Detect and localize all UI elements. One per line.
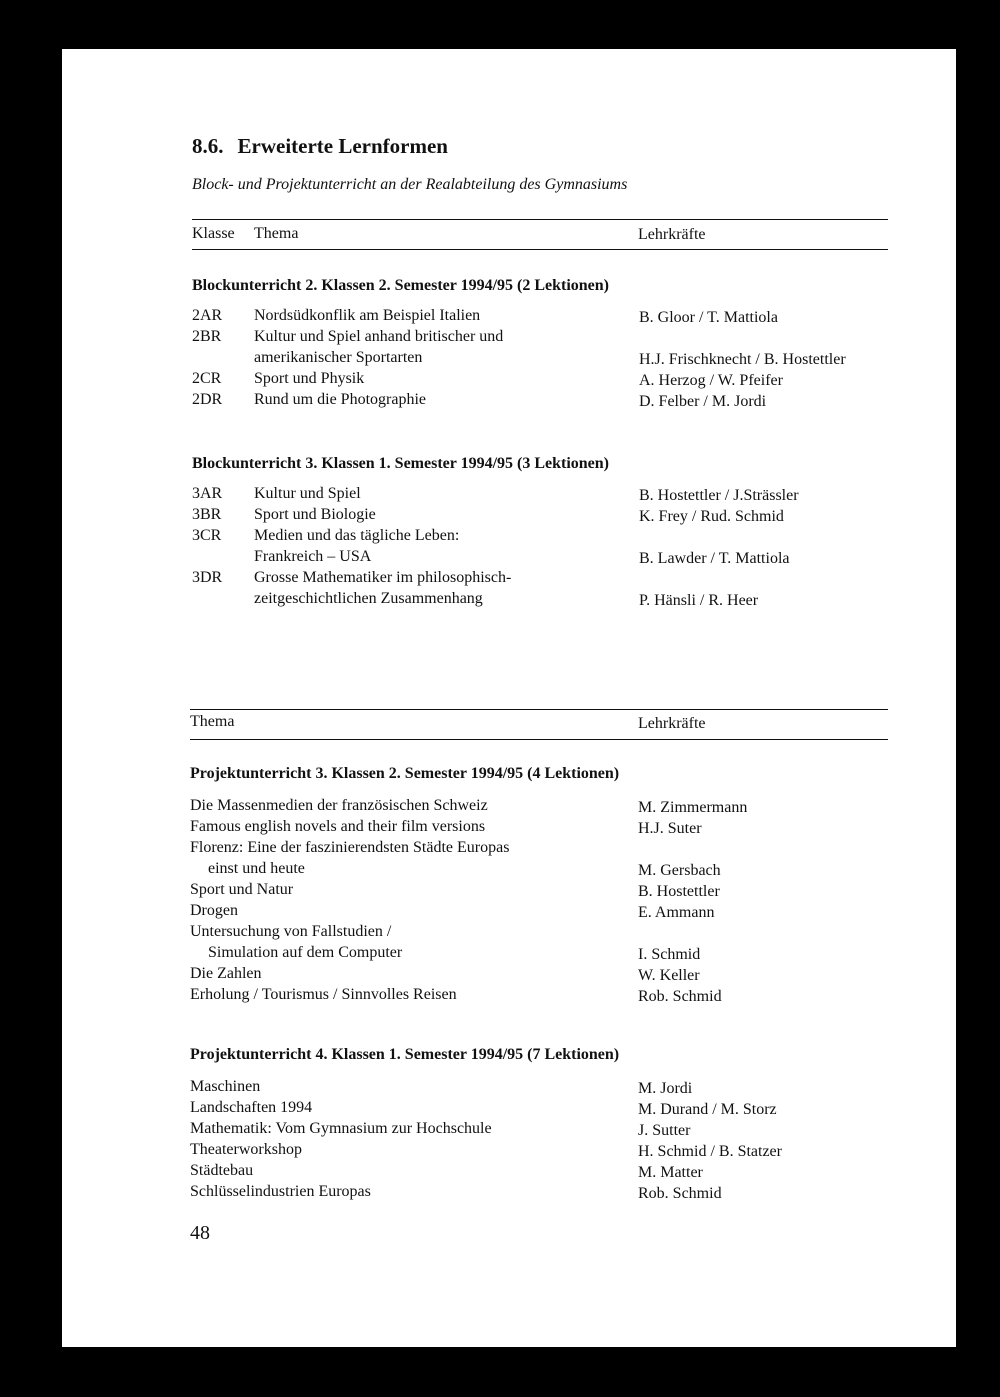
thema-cell: Kultur und Spiel	[254, 485, 361, 502]
table-row	[190, 858, 888, 879]
section-title-projekt-3: Projektunterricht 3. Klassen 2. Semester 1994/95 (4 Lektionen)	[190, 765, 620, 782]
table-row	[192, 525, 888, 546]
thema-cell: Die Zahlen	[190, 965, 262, 982]
thema-cell: Sport und Biologie	[254, 506, 376, 523]
lehrer-cell: M. Durand / M. Storz	[638, 1101, 777, 1118]
lehrer-cell: H.J. Suter	[638, 820, 702, 837]
section-subtitle: Block- und Projektunterricht an der Realabteilung des Gymnasiums	[192, 176, 628, 193]
lehrer-cell: M. Gersbach	[638, 862, 721, 879]
thema-cell: Kultur und Spiel anhand britischer und	[254, 328, 504, 345]
lehrer-cell: Rob. Schmid	[638, 1185, 722, 1202]
klasse-cell: 3CR	[192, 527, 222, 544]
table2-header-rule	[190, 739, 888, 740]
thema-cell: Rund um die Photographie	[254, 391, 426, 408]
thema-cell: Drogen	[190, 902, 238, 919]
table1-col-thema: Thema	[254, 225, 299, 242]
table-row	[190, 1160, 888, 1181]
lehrer-cell: M. Jordi	[638, 1080, 693, 1097]
table-row	[192, 588, 888, 609]
table-row	[192, 504, 888, 525]
table-row	[190, 942, 888, 963]
thema-cell: Mathematik: Vom Gymnasium zur Hochschule	[190, 1120, 492, 1137]
table-row	[190, 879, 888, 900]
table-row	[192, 368, 888, 389]
table2-col-thema: Thema	[190, 713, 235, 730]
thema-cell: Die Massenmedien der französischen Schweiz	[190, 797, 488, 814]
table-row	[192, 389, 888, 410]
thema-cell: Sport und Natur	[190, 881, 294, 898]
lehrer-cell: B. Lawder / T. Mattiola	[639, 550, 790, 567]
lehrer-cell: E. Ammann	[638, 904, 715, 921]
lehrer-cell: J. Sutter	[638, 1122, 691, 1139]
table-row	[190, 1097, 888, 1118]
lehrer-cell: W. Keller	[638, 967, 700, 984]
klasse-cell: 2CR	[192, 370, 222, 387]
lehrer-cell: B. Hostettler / J.Strässler	[639, 487, 799, 504]
thema-cell: Simulation auf dem Computer	[208, 944, 403, 961]
section-title-projekt-4: Projektunterricht 4. Klassen 1. Semester 1994/95 (7 Lektionen)	[190, 1046, 620, 1063]
thema-cell: zeitgeschichtlichen Zusammenhang	[254, 590, 483, 607]
table-row	[192, 347, 888, 368]
table-row	[190, 837, 888, 858]
thema-cell: Grosse Mathematiker im philosophisch-	[254, 569, 512, 586]
section-heading	[192, 134, 448, 159]
table-row	[190, 963, 888, 984]
table-row	[190, 795, 888, 816]
thema-cell: Theaterworkshop	[190, 1141, 302, 1158]
section-number: 8.6.	[192, 134, 224, 158]
table-row	[190, 816, 888, 837]
klasse-cell: 3BR	[192, 506, 222, 523]
lehrer-cell: A. Herzog / W. Pfeifer	[639, 372, 783, 389]
thema-cell: Untersuchung von Fallstudien /	[190, 923, 392, 940]
table-row	[190, 1181, 888, 1202]
table1-col-lehrkraefte: Lehrkräfte	[638, 226, 706, 243]
lehrer-cell: M. Zimmermann	[638, 799, 748, 816]
thema-cell: Landschaften 1994	[190, 1099, 313, 1116]
thema-cell: Schlüsselindustrien Europas	[190, 1183, 371, 1200]
klasse-cell: 3AR	[192, 485, 223, 502]
table-row	[192, 567, 888, 588]
projekt-4-table	[190, 1076, 888, 1202]
lehrer-cell: D. Felber / M. Jordi	[639, 393, 767, 410]
klasse-cell: 2AR	[192, 307, 223, 324]
thema-cell: Florenz: Eine der faszinierendsten Städte Europas	[190, 839, 510, 856]
thema-cell: Erholung / Tourismus / Sinnvolles Reisen	[190, 986, 457, 1003]
thema-cell: Sport und Physik	[254, 370, 365, 387]
table1-header-rule	[192, 249, 888, 250]
lehrer-cell: H. Schmid / B. Statzer	[638, 1143, 782, 1160]
table-row	[190, 921, 888, 942]
thema-cell: Nordsüdkonflik am Beispiel Italien	[254, 307, 481, 324]
klasse-cell: 2DR	[192, 391, 223, 408]
lehrer-cell: B. Hostettler	[638, 883, 720, 900]
table2-col-lehrkraefte: Lehrkräfte	[638, 715, 706, 732]
table1-top-rule	[192, 219, 888, 220]
thema-cell: Städtebau	[190, 1162, 254, 1179]
lehrer-cell: Rob. Schmid	[638, 988, 722, 1005]
section-title-block-2: Blockunterricht 2. Klassen 2. Semester 1994/95 (2 Lektionen)	[192, 277, 610, 294]
lehrer-cell: K. Frey / Rud. Schmid	[639, 508, 784, 525]
section-title: Erweiterte Lernformen	[237, 134, 448, 158]
table-row	[190, 1118, 888, 1139]
document-page	[62, 49, 956, 1347]
table-row	[192, 305, 888, 326]
thema-cell: Famous english novels and their film versions	[190, 818, 486, 835]
klasse-cell: 2BR	[192, 328, 222, 345]
page-number: 48	[190, 1222, 210, 1244]
table-row	[192, 326, 888, 347]
table-row	[190, 900, 888, 921]
table-row	[190, 984, 888, 1005]
table2-top-rule	[190, 709, 888, 710]
projekt-3-table	[190, 795, 888, 1005]
table-row	[192, 546, 888, 567]
block-3-table	[192, 483, 888, 609]
lehrer-cell: B. Gloor / T. Mattiola	[639, 309, 778, 326]
thema-cell: Frankreich – USA	[254, 548, 372, 565]
thema-cell: Medien und das tägliche Leben:	[254, 527, 460, 544]
section-title-block-3: Blockunterricht 3. Klassen 1. Semester 1994/95 (3 Lektionen)	[192, 455, 610, 472]
block-2-table	[192, 305, 888, 410]
table-row	[190, 1076, 888, 1097]
thema-cell: Maschinen	[190, 1078, 261, 1095]
lehrer-cell: I. Schmid	[638, 946, 701, 963]
lehrer-cell: H.J. Frischknecht / B. Hostettler	[639, 351, 846, 368]
thema-cell: einst und heute	[208, 860, 305, 877]
thema-cell: amerikanischer Sportarten	[254, 349, 423, 366]
table1-col-klasse: Klasse	[192, 225, 235, 242]
lehrer-cell: M. Matter	[638, 1164, 703, 1181]
lehrer-cell: P. Hänsli / R. Heer	[639, 592, 759, 609]
table-row	[190, 1139, 888, 1160]
table-row	[192, 483, 888, 504]
klasse-cell: 3DR	[192, 569, 223, 586]
